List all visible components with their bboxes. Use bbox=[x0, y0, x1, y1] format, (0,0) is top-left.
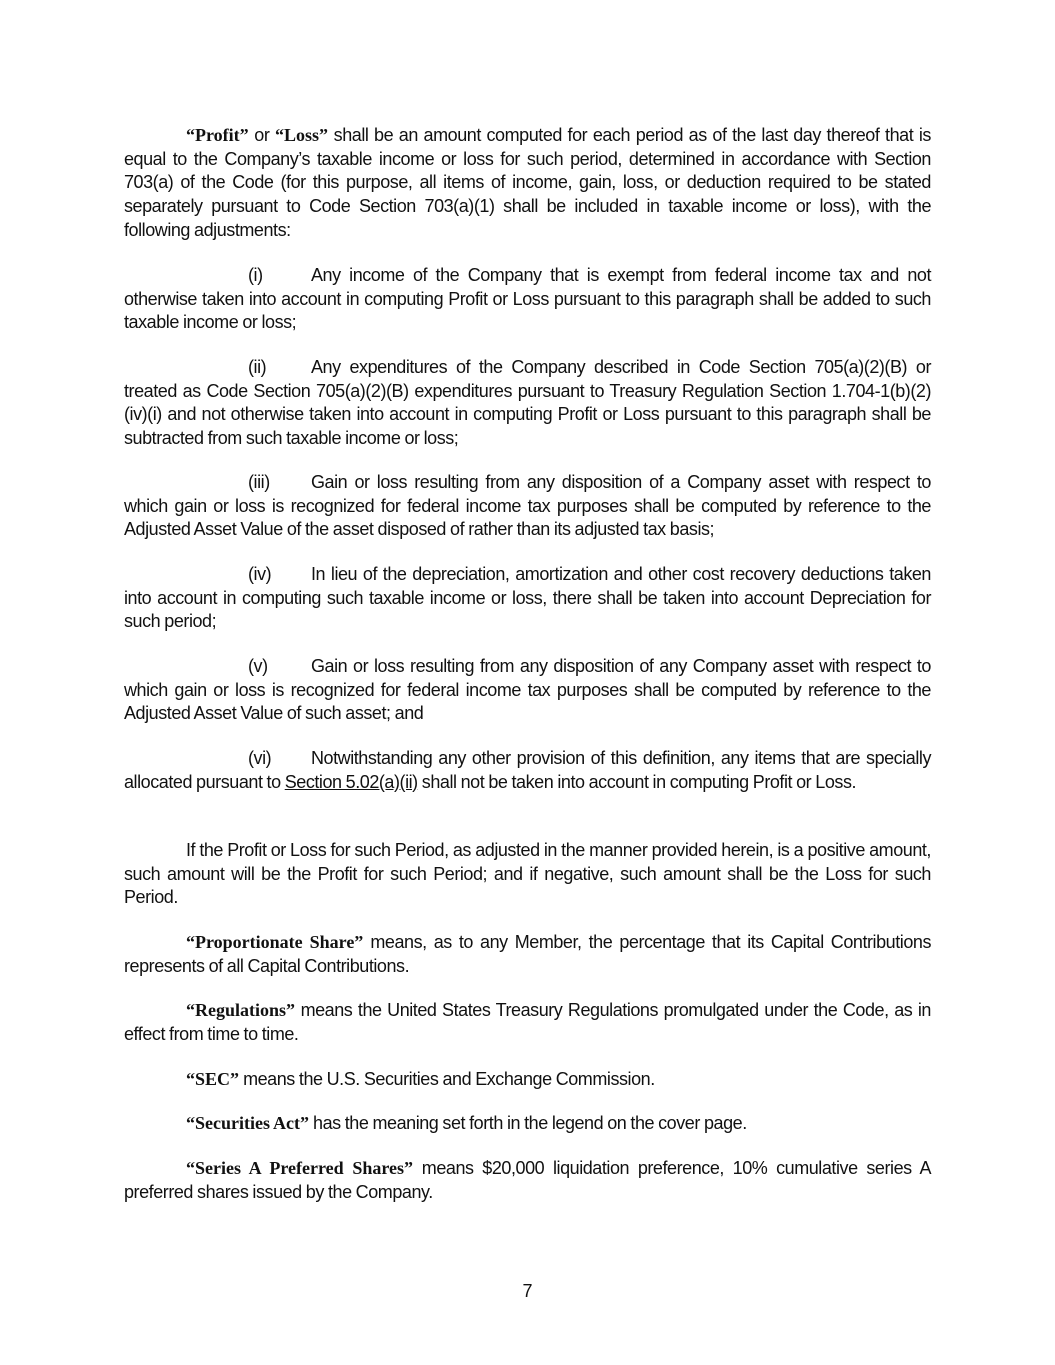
item-number: (i) bbox=[248, 265, 263, 285]
item-number: (vi) bbox=[248, 748, 272, 768]
definition-regulations bbox=[124, 999, 931, 1046]
item-number: (iii) bbox=[248, 472, 270, 492]
item-number: (ii) bbox=[248, 357, 267, 377]
item-number: (iv) bbox=[248, 564, 272, 584]
defined-term: “SEC” bbox=[186, 1069, 240, 1089]
definition-securities-act bbox=[124, 1112, 931, 1136]
definition-text: shall be an amount computed for each period as of the last day thereof that is equal to the Company’s taxable income or loss for such period, determined in accordance with Section 703(a) of the Code (for this purpose, all items of income, gain, loss, or deduction required to be stated separately pursuant to Code Section 703(a)(1) shall be included in taxable income or loss), with the following adjustments: bbox=[124, 125, 931, 240]
definition-proportionate-share bbox=[124, 931, 931, 978]
page-number: 7 bbox=[522, 1281, 533, 1301]
list-item bbox=[124, 471, 931, 542]
item-text: shall not be taken into account in computing Profit or Loss. bbox=[417, 771, 857, 792]
list-item bbox=[124, 264, 931, 335]
item-text: Notwithstanding any other provision of this definition, any items that are specially allocated pursuant to bbox=[124, 748, 931, 792]
defined-term: “Regulations” bbox=[186, 1000, 296, 1020]
definition-profit-loss bbox=[124, 124, 931, 243]
paragraph-if-profit: If the Profit or Loss for such Period, as adjusted in the manner provided herein, is a positive amount, such amount will be the Profit for such Period; and if negative, such amount shall be the Loss for such Period. bbox=[124, 840, 931, 908]
item-text: In lieu of the depreciation, amortization and other cost recovery deductions taken into account in computing such taxable income or loss, there shall be taken into account Depreciation for such period; bbox=[124, 564, 931, 632]
definition-series-a-preferred-shares bbox=[124, 1157, 931, 1204]
item-text: Gain or loss resulting from any disposition of any Company asset with respect to which gain or loss is recognized for federal income tax purposes shall be computed by reference to the Adjusted Asset Value of such asset; and bbox=[124, 656, 931, 724]
item-text: Gain or loss resulting from any disposition of a Company asset with respect to which gain or loss is recognized for federal income tax purposes shall be computed by reference to the Adjusted Asset Value of the asset disposed of rather than its adjusted tax basis; bbox=[124, 472, 931, 540]
list-item bbox=[124, 563, 931, 634]
defined-term: “Proportionate Share” bbox=[186, 932, 364, 952]
text: or bbox=[248, 125, 276, 145]
item-number: (v) bbox=[248, 656, 268, 676]
list-item bbox=[124, 655, 931, 726]
list-item bbox=[124, 747, 931, 794]
list-item bbox=[124, 356, 931, 451]
item-text: Any expenditures of the Company described in Code Section 705(a)(2)(B) or treated as Code Section 705(a)(2)(B) expenditures pursuant to Treasury Regulation Section 1.704-1(b)(2)(iv)(i) and not otherwise taken into account in computing Profit or Loss pursuant to this paragraph shall be subtracted from such taxable income or loss; bbox=[124, 357, 931, 449]
definition-sec bbox=[124, 1068, 931, 1092]
definition-text: means, as to any Member, the percentage that its Capital Contributions represents of all Capital Contributions. bbox=[124, 932, 931, 976]
defined-term: “Securities Act” bbox=[186, 1113, 309, 1133]
definition-text: means $20,000 liquidation preference, 10% cumulative series A preferred shares issued by the Company. bbox=[124, 1158, 931, 1202]
definition-text: has the meaning set forth in the legend on the cover page. bbox=[308, 1113, 747, 1133]
item-text: Any income of the Company that is exempt from federal income tax and not otherwise taken into account in computing Profit or Loss pursuant to this paragraph shall be added to such taxable income or loss; bbox=[124, 265, 931, 333]
defined-term: “Loss” bbox=[275, 125, 329, 145]
defined-term: “Series A Preferred Shares” bbox=[186, 1158, 414, 1178]
section-reference-link[interactable]: Section 5.02(a)(ii) bbox=[284, 771, 418, 792]
definition-text: means the United States Treasury Regulations promulgated under the Code, as in effect from time to time. bbox=[124, 1000, 931, 1044]
definition-text: means the U.S. Securities and Exchange Commission. bbox=[239, 1069, 655, 1089]
defined-term: “Profit” bbox=[186, 125, 249, 145]
